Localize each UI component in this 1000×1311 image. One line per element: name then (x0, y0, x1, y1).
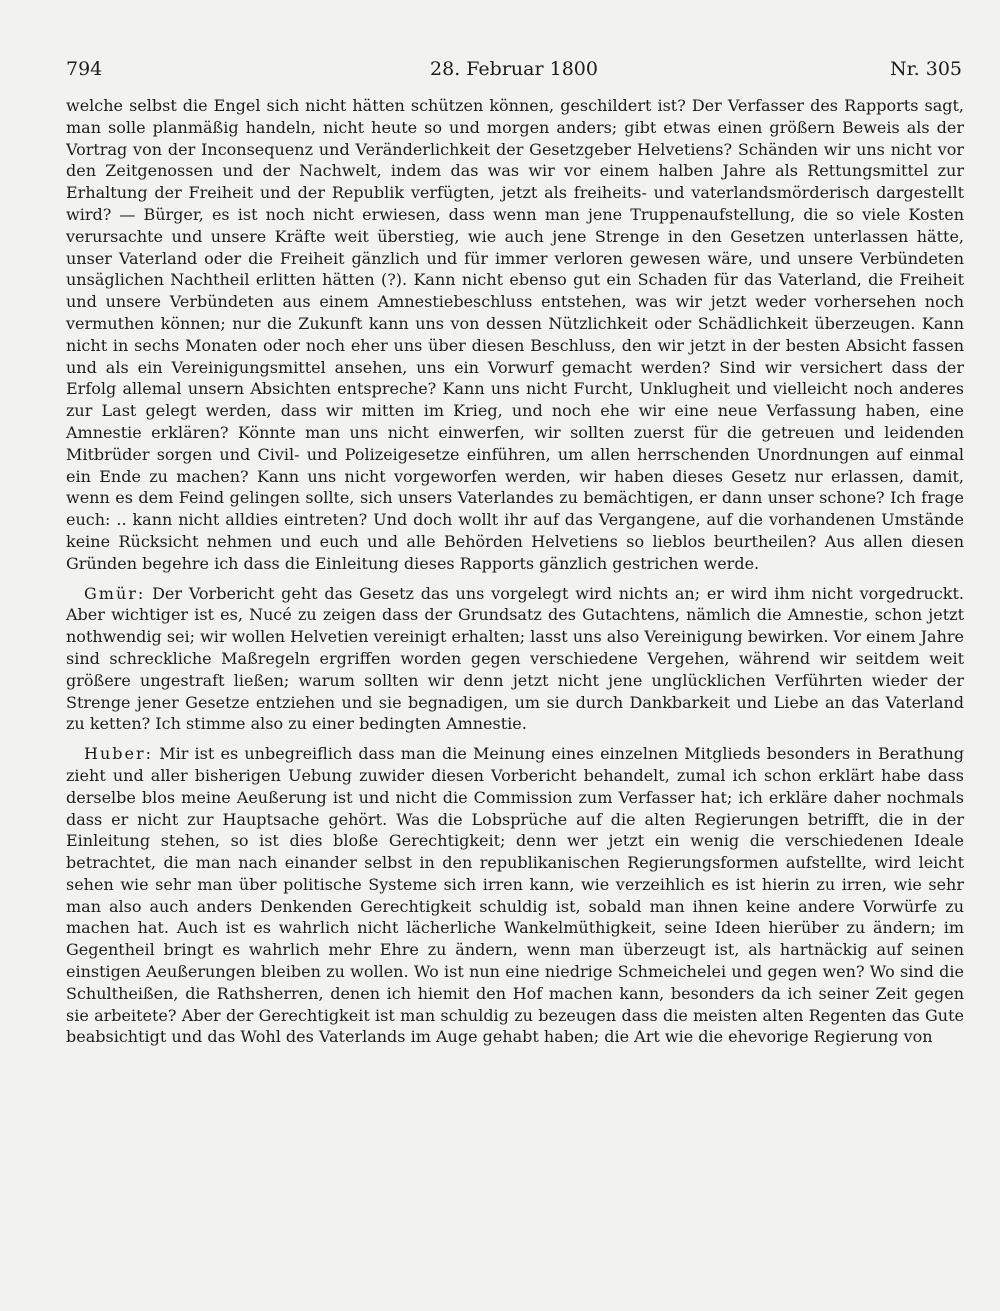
page-number: 794 (66, 58, 103, 80)
paragraph-huber (66, 743, 964, 1048)
paragraph-text: Mir ist es unbegreiflich dass man die Meinung eines einzelnen Mitglieds besonders in Berathung zieht und aller bisherigen Uebung zuwider diesen Vorbericht behandelt, zumal ich schon erklärt habe dass derselbe blos meine Aeußerung ist und nicht die Commission zum Verfasser hat; ich erkläre daher nochmals dass er nicht zur Hauptsache gehört. Was die Lobsprüche auf die alten Regierungen betrifft, die in der Einleitung stehen, so ist dies bloße Gerechtigkeit; denn wer jetzt ein wenig die verschiedenen Ideale betrachtet, die man nach einander selbst in den republikanischen Regierungsformen aufstellte, wird leicht sehen wie sehr man über politische Systeme sich irren kann, wie verzeihlich es ist hierin zu irren, wie sehr man also auch anders Denkenden Gerechtigkeit schuldig ist, sobald man ihnen keine andere Vorwürfe zu machen hat. Auch ist es wahrlich nicht lächerliche Wankelmüthigkeit, seine Ideen hierüber zu ändern; im Gegentheil bringt es wahrlich mehr Ehre zu ändern, wenn man überzeugt ist, als hartnäckig auf seinen einstigen Aeußerungen bleiben zu wollen. Wo ist nun eine niedrige Schmeichelei und gegen wen? Wo sind die Schultheißen, die Rathsherren, denen ich hiemit den Hof machen kann, besonders da ich seiner Zeit gegen sie arbeitete? Aber der Gerechtigkeit ist man schuldig zu bezeugen dass die meisten alten Regenten das Gute beabsichtigt und das Wohl des Vaterlands im Auge gehabt haben; die Art wie die ehevorige Regierung von (66, 744, 964, 1047)
document-number: Nr. 305 (890, 58, 962, 80)
paragraph-continued (66, 95, 964, 575)
running-header (66, 58, 964, 88)
paragraph-gmuer (66, 583, 964, 736)
page-date: 28. Februar 1800 (430, 58, 598, 80)
paragraph-text: Der Vorbericht geht das Gesetz das uns vorgelegt wird nichts an; er wird ihm nicht vorgedruckt. Aber wichtiger ist es, Nucé zu zeigen dass der Grundsatz des Gutachtens, nämlich die Amnestie, schon jetzt nothwendig sei; wir wollen Helvetien vereinigt erhalten; lasst uns also Vereinigung bewirken. Vor einem Jahre sind schreckliche Maßregeln ergriffen worden gegen verschiedene Vergehen, während wir seitdem weit größere ungestraft ließen; warum sollten wir denn jetzt nicht jene unglücklichen Verführten wieder der Strenge jener Gesetze entziehen und sie begnadigen, um sie durch Dankbarkeit und Liebe an das Vaterland zu ketten? Ich stimme also zu einer bedingten Amnestie. (66, 583, 964, 734)
paragraph-text: welche selbst die Engel sich nicht hätten schützen können, geschildert ist? Der Verfasser des Rapports sagt, man solle planmäßig handeln, nicht heute so und morgen anders; gibt etwas einen größern Beweis als der Vortrag von der Inconsequenz und Veränderlichkeit der Gesetzgeber Helvetiens? Schänden wir uns nicht vor den Zeitgenossen und der Nachwelt, indem das was wir vor einem halben Jahre als Rettungsmittel zur Erhaltung der Freiheit und der Republik verfügten, jetzt als freiheits- und vaterlandsmörderisch dargestellt wird? — Bürger, es ist noch nicht erwiesen, dass wenn man jene Truppenaufstellung, die so viele Kosten verursachte und unsere Kräfte weit überstieg, wie auch jene Strenge in den Gesetzen unterlassen hätte, unser Vaterland oder die Freiheit gänzlich und für immer verloren gewesen wäre, und unsere Verbündeten unsäglichen Nachtheil erlitten hätten (?). Kann nicht ebenso gut ein Schaden für das Vaterland, die Freiheit und unsere Verbündeten aus einem Amnestiebeschluss entstehen, was wir jetzt weder vorhersehen noch vermuthen können; nur die Zukunft kann uns von dessen Nützlichkeit oder Schädlichkeit überzeugen. Kann nicht in sechs Monaten oder noch eher uns über diesen Beschluss, den wir jetzt in der besten Absicht fassen und als ein Vereinigungsmittel ansehen, uns ein Vorwurf gemacht werden? Sind wir versichert dass der Erfolg allemal unsern Absichten entspreche? Kann uns nicht Furcht, Unklugheit und vielleicht noch anderes zur Last gelegt werden, dass wir mitten im Krieg, und noch ehe wir eine neue Verfassung haben, eine Amnestie erklären? Könnte man uns nicht einwerfen, wir sollten zuerst für die getreuen und leidenden Mitbrüder sorgen und Civil- und Polizeigesetze einführen, um allen herrschenden Unordnungen auf einmal ein Ende zu machen? Kann uns nicht vorgeworfen werden, wir haben dieses Gesetz nur erlassen, damit, wenn es dem Feind gelingen sollte, sich unsers Vaterlandes zu bemächtigen, er dann unser schone? Ich frage euch: .. kann nicht alldies eintreten? Und doch wollt ihr auf das Vergangene, auf die vorhandenen Umstände keine Rücksicht nehmen und euch und alle Behörden Helvetiens so lieblos beurtheilen? Aus allen diesen Gründen begehre ich dass die Einleitung dieses Rapports gänzlich gestrichen werde. (66, 96, 964, 573)
document-body (66, 95, 964, 1048)
speaker-name: Gmür: (84, 583, 146, 603)
speaker-name: Huber: (84, 744, 154, 764)
